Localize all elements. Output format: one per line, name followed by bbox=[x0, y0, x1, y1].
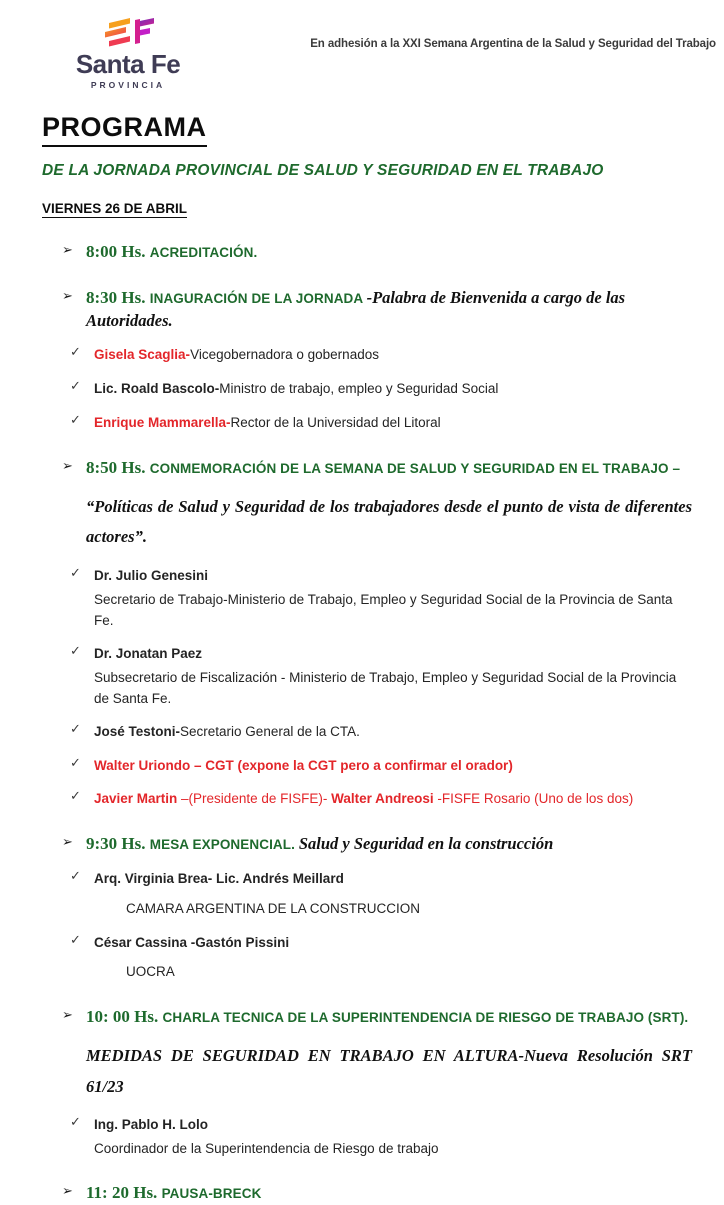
arrow-bullet-icon: ➢ bbox=[62, 1184, 73, 1200]
text-segment: Rector de la Universidad del Litoral bbox=[230, 414, 441, 430]
text-segment: Javier Martin bbox=[94, 791, 182, 807]
text-segment: Dr. Jonatan Paez bbox=[94, 645, 203, 661]
text-segment: ACREDITACIÓN. bbox=[149, 245, 258, 260]
arrow-bullet-icon: ➢ bbox=[62, 243, 73, 258]
text-segment: -FISFE Rosario (Uno de los dos) bbox=[437, 791, 634, 807]
check-bullet-icon: ✓ bbox=[70, 565, 81, 581]
speaker-julio-genesini bbox=[42, 566, 694, 587]
text-segment: Secretario General de la CTA. bbox=[180, 723, 360, 739]
check-bullet-icon: ✓ bbox=[70, 721, 81, 737]
agenda-item-0930 bbox=[42, 833, 694, 856]
check-bullet-icon: ✓ bbox=[70, 868, 81, 884]
text-segment: Vicegobernadora o gobernados bbox=[190, 347, 379, 363]
speaker-jose-testoni bbox=[42, 722, 694, 743]
text-segment: PAUSA-BRECK bbox=[161, 1186, 262, 1202]
day-heading bbox=[42, 201, 694, 218]
text-segment: 9:30 Hs. bbox=[86, 834, 150, 854]
agenda-item-0850-topic bbox=[42, 492, 692, 553]
text-segment: 11: 20 Hs. bbox=[86, 1183, 162, 1203]
text-segment: CONMEMORACIÓN DE LA SEMANA DE SALUD Y SEGURIDAD EN EL TRABAJO – bbox=[149, 460, 681, 476]
check-bullet-icon: ✓ bbox=[70, 755, 81, 771]
speaker-walter-uriondo bbox=[42, 756, 694, 777]
check-bullet-icon: ✓ bbox=[70, 932, 81, 948]
text-segment: Ing. Pablo H. Lolo bbox=[94, 1117, 208, 1133]
check-bullet-icon: ✓ bbox=[70, 379, 81, 395]
agenda-item-0800 bbox=[42, 241, 694, 264]
check-bullet-icon: ✓ bbox=[70, 643, 81, 659]
text-segment: 8:30 Hs. bbox=[86, 287, 150, 307]
speaker-jonatan-paez bbox=[42, 644, 694, 665]
check-bullet-icon: ✓ bbox=[70, 412, 81, 428]
text-segment: 8:50 Hs. bbox=[86, 457, 150, 477]
arrow-bullet-icon: ➢ bbox=[62, 1008, 73, 1024]
agenda-item-1000 bbox=[42, 1006, 694, 1029]
page-subtitle: DE LA JORNADA PROVINCIAL DE SALUD Y SEGURIDAD EN EL TRABAJO bbox=[42, 162, 604, 179]
page-title-text: PROGRAMA bbox=[42, 112, 207, 147]
arrow-bullet-icon: ➢ bbox=[62, 458, 73, 474]
agenda-item-0830 bbox=[42, 287, 694, 333]
santafe-logo bbox=[60, 14, 196, 90]
speaker-roald-bascolo bbox=[42, 379, 694, 400]
text-segment: CAMARA ARGENTINA DE LA CONSTRUCCION bbox=[126, 900, 421, 916]
agenda-list bbox=[42, 241, 694, 1205]
santafe-logo-icon bbox=[95, 14, 161, 50]
text-segment: 8:00 Hs. bbox=[86, 242, 150, 261]
text-segment: Walter Uriondo – CGT (expone la CGT pero a confirmar el orador) bbox=[94, 757, 513, 773]
agenda-item-1000-topic bbox=[42, 1041, 692, 1102]
speaker-gisela-scaglia bbox=[42, 345, 694, 366]
text-segment: Coordinador de la Superintendencia de Riesgo de trabajo bbox=[94, 1140, 439, 1156]
speaker-julio-genesini-role bbox=[42, 589, 694, 631]
arrow-bullet-icon: ➢ bbox=[62, 835, 73, 851]
text-segment: Dr. Julio Genesini bbox=[94, 567, 209, 583]
check-bullet-icon: ✓ bbox=[70, 789, 81, 805]
text-segment: Salud y Seguridad en la construcción bbox=[298, 834, 554, 854]
text-segment: Walter Andreosi bbox=[331, 791, 438, 807]
speaker-enrique-mammarella bbox=[42, 413, 694, 434]
org-camara-argentina-construccion bbox=[42, 899, 694, 920]
speaker-javier-martin-walter-andreosi bbox=[42, 789, 694, 810]
text-segment: MESA EXPONENCIAL. bbox=[149, 837, 299, 853]
page-title bbox=[42, 112, 694, 147]
text-segment: Gisela Scaglia- bbox=[94, 347, 191, 363]
adhesion-note: En adhesión a la XXI Semana Argentina de la Salud y Seguridad del Trabajo bbox=[310, 38, 716, 50]
text-segment: -Palabra de Bienvenida a cargo de las Autoridades. bbox=[86, 287, 626, 330]
text-segment: MEDIDAS DE SEGURIDAD EN TRABAJO EN ALTURA-Nueva Resolución SRT 61/23 bbox=[86, 1045, 692, 1096]
check-bullet-icon: ✓ bbox=[70, 1115, 81, 1131]
text-segment: CHARLA TECNICA DE LA SUPERINTENDENCIA DE RIESGO DE TRABAJO (SRT). bbox=[162, 1010, 689, 1026]
speaker-virginia-brea-andres-meillard bbox=[42, 869, 694, 890]
text-segment: Arq. Virginia Brea- Lic. Andrés Meillard bbox=[94, 870, 344, 886]
text-segment: César Cassina -Gastón Pissini bbox=[94, 934, 290, 950]
logo-title: Santa Fe bbox=[75, 49, 181, 79]
arrow-bullet-icon: ➢ bbox=[62, 288, 73, 304]
text-segment: –(Presidente de FISFE)- bbox=[181, 791, 332, 807]
speaker-cesar-cassina-gaston-pissini bbox=[42, 933, 694, 954]
speaker-pablo-lolo-role bbox=[42, 1138, 694, 1159]
text-segment: INAGURACIÓN DE LA JORNADA bbox=[149, 290, 367, 306]
text-segment: José Testoni- bbox=[94, 723, 181, 739]
text-segment: Secretario de Trabajo-Ministerio de Trabajo, Empleo y Seguridad Social de la Provincia de Santa Fe. bbox=[94, 591, 673, 628]
logo-subtitle: PROVINCIA bbox=[90, 80, 166, 90]
text-segment: Ministro de trabajo, empleo y Seguridad Social bbox=[219, 381, 499, 397]
agenda-item-1120 bbox=[42, 1182, 694, 1205]
text-segment: “Políticas de Salud y Seguridad de los trabajadores desde el punto de vista de diferentes actores”. bbox=[86, 496, 692, 547]
agenda-item-0850 bbox=[42, 457, 694, 480]
text-segment: Subsecretario de Fiscalización - Ministerio de Trabajo, Empleo y Seguridad Social de la Provincia de Santa Fe. bbox=[94, 669, 677, 706]
text-segment: Enrique Mammarella- bbox=[94, 414, 231, 430]
speaker-pablo-lolo bbox=[42, 1115, 694, 1136]
speaker-jonatan-paez-role bbox=[42, 667, 694, 709]
day-heading-text: VIERNES 26 DE ABRIL bbox=[42, 201, 188, 216]
org-uocra bbox=[42, 962, 694, 983]
text-segment: 10: 00 Hs. bbox=[86, 1007, 163, 1027]
check-bullet-icon: ✓ bbox=[70, 345, 81, 361]
text-segment: Lic. Roald Bascolo- bbox=[94, 381, 220, 397]
text-segment: UOCRA bbox=[126, 964, 175, 980]
